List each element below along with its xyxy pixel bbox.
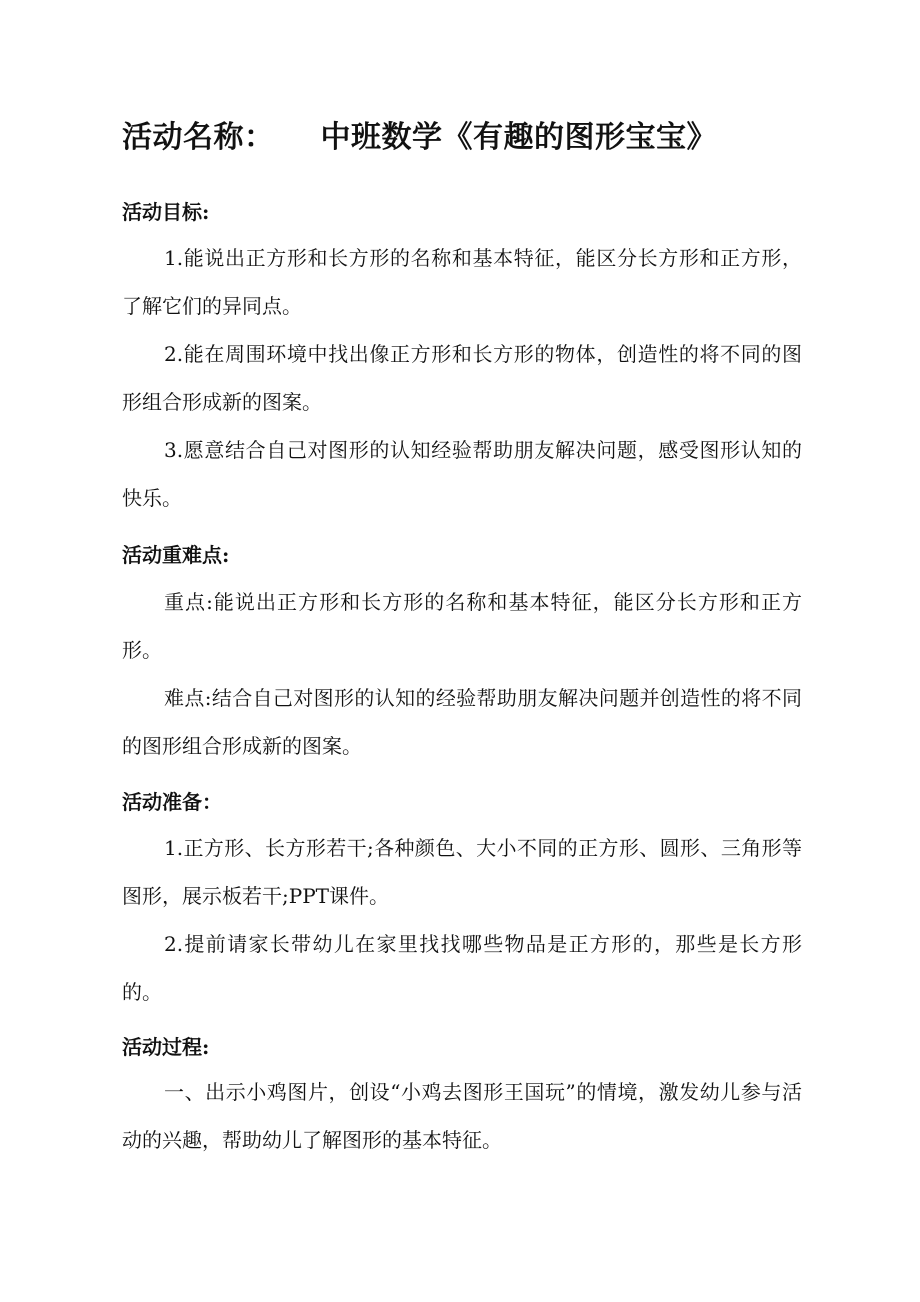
goal-item-2: 2.能在周围环境中找出像正方形和长方形的物体，创造性的将不同的图形组合形成新的图案。 [122,342,802,414]
process-heading: 活动过程: [122,1035,210,1059]
preparation-item-1: 1.正方形、长方形若干;各种颜色、大小不同的正方形、圆形、三角形等图形，展示板若干;PPT课件。 [122,836,802,908]
goal-item-1: 1.能说出正方形和长方形的名称和基本特征，能区分长方形和正方形，了解它们的异同点。 [122,246,802,318]
activity-title [122,112,717,156]
keypoint-item-difficulty: 难点:结合自己对图形的认知的经验帮助朋友解决问题并创造性的将不同的图形组合形成新的图案。 [122,686,802,758]
preparation-item-2: 2.提前请家长带幼儿在家里找找哪些物品是正方形的，那些是长方形的。 [122,932,802,1004]
goals-heading: 活动目标: [122,200,210,224]
activity-title-label: 活动名称： [122,120,275,155]
keypoints-heading: 活动重难点: [122,543,230,567]
goal-item-3: 3.愿意结合自己对图形的认知经验帮助朋友解决问题，感受图形认知的快乐。 [122,438,802,510]
process-item-1: 一、出示小鸡图片，创设“小鸡去图形王国玩”的情境，激发幼儿参与活动的兴趣，帮助幼儿了解图形的基本特征。 [122,1080,802,1152]
keypoint-item-focus: 重点:能说出正方形和长方形的名称和基本特征，能区分长方形和正方形。 [122,590,802,662]
preparation-heading: 活动准备： [122,790,222,814]
activity-title-text: 中班数学《有趣的图形宝宝》 [320,120,717,155]
